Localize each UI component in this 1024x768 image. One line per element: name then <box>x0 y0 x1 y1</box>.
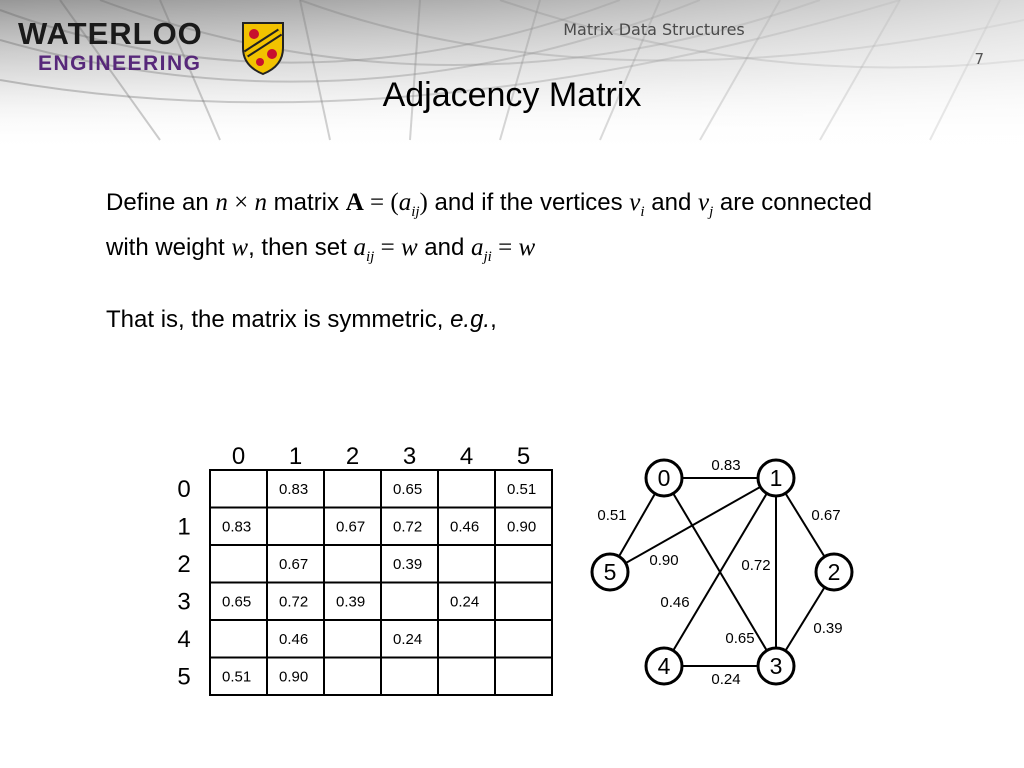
matrix-cell-value: 0.90 <box>507 518 537 536</box>
weighted-graph <box>578 446 868 696</box>
matrix-cell <box>438 470 495 508</box>
matrix-cell-value: 0.65 <box>222 593 252 611</box>
matrix-cell-value: 0.65 <box>393 480 423 498</box>
edge-weight-label: 0.83 <box>711 457 741 474</box>
matrix-cell-value: 0.72 <box>279 593 309 611</box>
matrix-cell <box>438 658 495 696</box>
matrix-col-header: 4 <box>459 443 474 470</box>
matrix-cell <box>495 545 552 583</box>
slide-number: 7 <box>974 50 984 68</box>
logo-wordmark-waterloo: WATERLOO <box>18 16 203 51</box>
matrix-cell <box>381 658 438 696</box>
matrix-col-header: 5 <box>516 443 531 470</box>
matrix-cell-value: 0.67 <box>336 518 366 536</box>
matrix-cell-value: 0.51 <box>507 480 537 498</box>
edge-weight-label: 0.39 <box>813 620 843 637</box>
matrix-cell <box>438 620 495 658</box>
matrix-cell <box>495 658 552 696</box>
edge-weight-label: 0.67 <box>811 507 841 524</box>
matrix-cell-value: 0.46 <box>279 630 309 648</box>
edge-weight-label: 0.65 <box>725 630 755 647</box>
matrix-cell-value: 0.24 <box>450 593 480 611</box>
matrix-col-header: 3 <box>402 443 417 470</box>
matrix-cell <box>210 545 267 583</box>
graph-vertex-label: 2 <box>827 559 841 585</box>
matrix-cell <box>210 470 267 508</box>
matrix-cell-value: 0.51 <box>222 668 252 686</box>
graph-vertex-label: 3 <box>769 653 783 679</box>
matrix-row-header: 0 <box>177 475 191 503</box>
graph-vertex-label: 1 <box>769 465 783 491</box>
edge-weight-label: 0.90 <box>649 552 679 569</box>
matrix-cell <box>324 620 381 658</box>
matrix-cell <box>267 508 324 546</box>
matrix-cell <box>324 658 381 696</box>
matrix-col-header: 2 <box>345 443 360 470</box>
matrix-cell <box>495 620 552 658</box>
edge-weight-label: 0.46 <box>660 594 690 611</box>
deck-title: Matrix Data Structures <box>563 20 745 39</box>
matrix-cell <box>324 470 381 508</box>
matrix-cell-value: 0.90 <box>279 668 309 686</box>
matrix-cell-value: 0.46 <box>450 518 480 536</box>
symmetric-note: That is, the matrix is symmetric, e.g., <box>106 306 497 333</box>
graph-vertex-label: 0 <box>657 465 671 491</box>
graph-vertex-label: 5 <box>603 559 617 585</box>
slide-title: Adjacency Matrix <box>382 76 642 114</box>
matrix-col-header: 1 <box>288 443 303 470</box>
matrix-cell <box>210 620 267 658</box>
adjacency-matrix <box>160 436 560 706</box>
matrix-cell-value: 0.67 <box>279 555 309 573</box>
matrix-cell-value: 0.72 <box>393 518 423 536</box>
matrix-cell-value: 0.39 <box>393 555 423 573</box>
matrix-cell <box>495 583 552 621</box>
matrix-cell-value: 0.83 <box>279 480 309 498</box>
matrix-row-header: 2 <box>177 550 191 578</box>
edge-weight-label: 0.51 <box>597 507 627 524</box>
matrix-cell-value: 0.24 <box>393 630 423 648</box>
matrix-row-header: 5 <box>177 663 191 691</box>
edge-weight-label: 0.72 <box>741 557 771 574</box>
matrix-col-header: 0 <box>231 443 246 470</box>
matrix-cell <box>438 545 495 583</box>
edge-weight-label: 0.24 <box>711 671 741 688</box>
matrix-cell <box>324 545 381 583</box>
matrix-cell-value: 0.83 <box>222 518 252 536</box>
matrix-row-header: 1 <box>177 513 191 541</box>
matrix-row-header: 4 <box>177 625 191 653</box>
definition-paragraph: Define an n × n matrix $A = (a_{ij})$ and if the vertices $v_i$ and $v_j$ are connected with weight w, then set $a_{ij} = w$ and $a_{ji} = w$ <box>106 189 873 265</box>
matrix-cell <box>381 583 438 621</box>
matrix-row-header: 3 <box>177 588 191 616</box>
graph-vertex-label: 4 <box>657 653 671 679</box>
logo-wordmark-engineering: ENGINEERING <box>38 52 202 75</box>
matrix-cell-value: 0.39 <box>336 593 366 611</box>
